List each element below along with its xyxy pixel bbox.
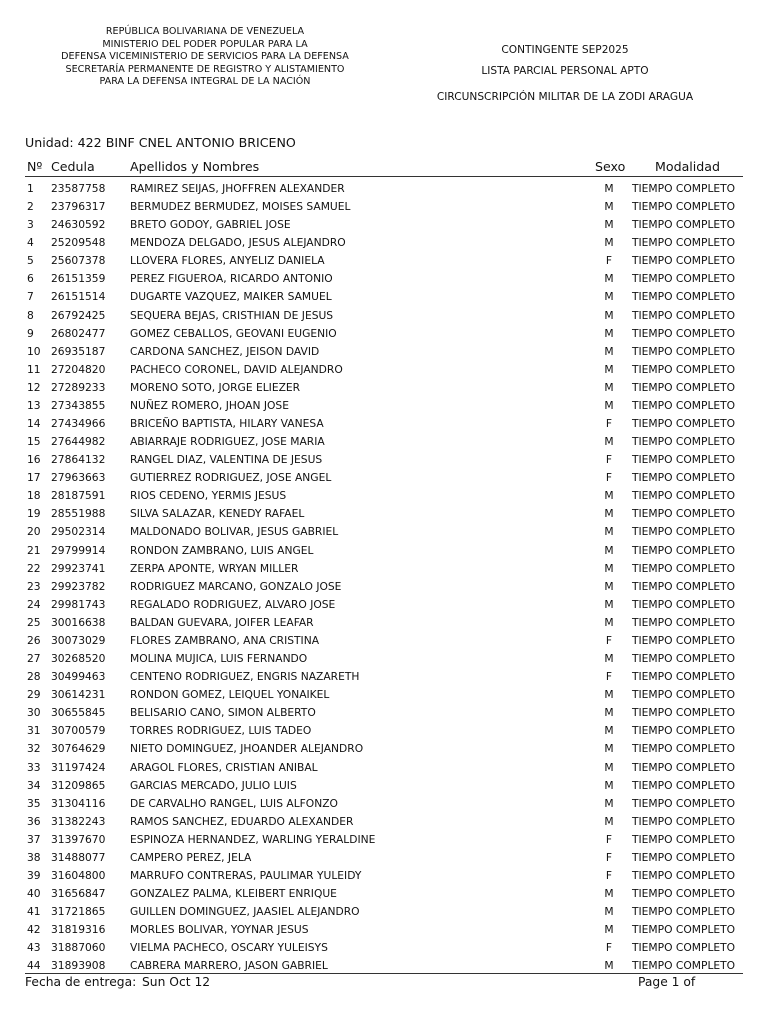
table-row	[0, 434, 768, 452]
table-row	[0, 289, 768, 307]
row-name: CARDONA SANCHEZ, JEISON DAVID	[130, 344, 320, 358]
table-row	[0, 488, 768, 506]
row-sex: M	[604, 796, 614, 810]
row-cedula: 30614231	[51, 688, 106, 702]
row-name: RIOS CEDENO, YERMIS JESUS	[130, 489, 287, 503]
row-sex: M	[604, 489, 614, 503]
row-modality: TIEMPO COMPLETO	[632, 850, 736, 864]
header-line: MINISTERIO DEL PODER POPULAR PARA LA	[102, 38, 308, 50]
row-number: 1	[27, 182, 34, 195]
row-modality: TIEMPO COMPLETO	[632, 272, 736, 286]
row-name: MARRUFO CONTRERAS, PAULIMAR YULEIDY	[130, 868, 362, 882]
row-name: GUTIERREZ RODRIGUEZ, JOSE ANGEL	[130, 471, 332, 485]
row-number: 16	[27, 453, 41, 467]
row-cedula: 24630592	[51, 218, 106, 232]
row-sex: M	[604, 760, 614, 774]
row-number: 20	[27, 525, 41, 539]
row-sex: M	[604, 326, 614, 340]
row-modality: TIEMPO COMPLETO	[632, 380, 736, 394]
row-cedula: 31656847	[51, 887, 106, 901]
row-modality: TIEMPO COMPLETO	[632, 652, 736, 666]
row-modality: TIEMPO COMPLETO	[632, 417, 736, 431]
table-row	[0, 633, 768, 651]
row-modality: TIEMPO COMPLETO	[632, 543, 736, 557]
row-sex: M	[604, 579, 614, 593]
table-row	[0, 832, 768, 850]
table-row	[0, 886, 768, 904]
row-name: FLORES ZAMBRANO, ANA CRISTINA	[130, 633, 320, 647]
row-sex: F	[605, 850, 613, 864]
row-sex: M	[604, 905, 614, 919]
list-title: LISTA PARCIAL PERSONAL APTO	[481, 65, 649, 77]
row-name: CABRERA MARRERO, JASON GABRIEL	[130, 959, 328, 973]
row-cedula: 27204820	[51, 362, 106, 376]
row-number: 24	[27, 597, 41, 611]
row-number: 11	[27, 362, 41, 376]
row-number: 33	[27, 760, 41, 774]
row-number: 35	[27, 796, 41, 810]
row-cedula: 26935187	[51, 344, 106, 358]
row-cedula: 30073029	[51, 633, 106, 647]
row-number: 25	[27, 615, 41, 629]
row-sex: M	[604, 959, 614, 973]
row-sex: F	[605, 832, 613, 846]
table-row	[0, 398, 768, 416]
table-row	[0, 416, 768, 434]
row-number: 17	[27, 471, 41, 485]
header-line: REPÚBLICA BOLIVARIANA DE VENEZUELA	[105, 26, 305, 37]
row-sex: F	[605, 868, 613, 882]
row-cedula: 29981743	[51, 597, 106, 611]
table-row	[0, 506, 768, 524]
row-name: GUILLEN DOMINGUEZ, JAASIEL ALEJANDRO	[130, 905, 360, 919]
row-name: GOMEZ CEBALLOS, GEOVANI EUGENIO	[130, 326, 337, 340]
row-number: 31	[27, 724, 41, 738]
row-name: GARCIAS MERCADO, JULIO LUIS	[130, 778, 297, 792]
row-sex: M	[604, 200, 614, 214]
row-sex: F	[605, 453, 613, 467]
table-row	[0, 561, 768, 579]
row-modality: TIEMPO COMPLETO	[632, 742, 736, 756]
row-cedula: 27864132	[51, 453, 106, 467]
row-sex: M	[604, 362, 614, 376]
column-header-modality: Modalidad	[655, 159, 720, 174]
row-sex: M	[604, 724, 614, 738]
row-name: MOLINA MUJICA, LUIS FERNANDO	[130, 652, 308, 666]
table-row	[0, 253, 768, 271]
row-number: 29	[27, 688, 41, 702]
row-number: 26	[27, 633, 41, 647]
row-cedula: 31893908	[51, 959, 106, 973]
table-row	[0, 687, 768, 705]
row-cedula: 31197424	[51, 760, 106, 774]
row-sex: M	[604, 308, 614, 322]
row-cedula: 27963663	[51, 471, 106, 485]
row-modality: TIEMPO COMPLETO	[632, 507, 736, 521]
row-sex: F	[605, 417, 613, 431]
table-row	[0, 922, 768, 940]
table-row	[0, 597, 768, 615]
table-row	[0, 217, 768, 235]
row-cedula: 31304116	[51, 796, 106, 810]
table-row	[0, 344, 768, 362]
row-modality: TIEMPO COMPLETO	[632, 796, 736, 810]
row-modality: TIEMPO COMPLETO	[632, 778, 736, 792]
row-name: MENDOZA DELGADO, JESUS ALEJANDRO	[130, 236, 346, 250]
circumscription-title: CIRCUNSCRIPCIÓN MILITAR DE LA ZODI ARAGUA	[436, 91, 694, 103]
row-sex: M	[604, 236, 614, 250]
row-cedula: 28551988	[51, 507, 106, 521]
personnel-table	[0, 181, 768, 976]
footer-divider	[25, 973, 743, 974]
row-number: 18	[27, 489, 41, 503]
row-modality: TIEMPO COMPLETO	[632, 308, 736, 322]
row-number: 12	[27, 380, 41, 394]
row-cedula: 29923741	[51, 561, 106, 575]
row-modality: TIEMPO COMPLETO	[632, 254, 736, 268]
page-indicator: Page 1 of	[638, 975, 696, 989]
row-name: RANGEL DIAZ, VALENTINA DE JESUS	[130, 453, 323, 467]
row-cedula: 27644982	[51, 435, 106, 449]
table-row	[0, 850, 768, 868]
row-number: 27	[27, 652, 41, 666]
row-cedula: 30016638	[51, 615, 106, 629]
row-modality: TIEMPO COMPLETO	[632, 344, 736, 358]
row-modality: TIEMPO COMPLETO	[632, 688, 736, 702]
row-name: MORENO SOTO, JORGE ELIEZER	[130, 380, 301, 394]
row-number: 40	[27, 887, 41, 901]
row-cedula: 26151359	[51, 272, 106, 286]
column-header-num: Nº	[27, 159, 43, 174]
row-sex: M	[604, 543, 614, 557]
row-sex: M	[604, 814, 614, 828]
table-row	[0, 669, 768, 687]
table-row	[0, 796, 768, 814]
row-cedula: 27289233	[51, 380, 106, 394]
row-number: 5	[27, 254, 34, 268]
row-number: 44	[27, 959, 41, 973]
row-number: 32	[27, 742, 41, 756]
row-sex: M	[604, 435, 614, 449]
row-sex: M	[604, 380, 614, 394]
row-modality: TIEMPO COMPLETO	[632, 236, 736, 250]
row-number: 2	[27, 200, 34, 214]
row-cedula: 30700579	[51, 724, 106, 738]
table-row	[0, 235, 768, 253]
row-number: 38	[27, 850, 41, 864]
row-number: 28	[27, 670, 41, 684]
column-header-sex: Sexo	[595, 159, 626, 174]
row-sex: M	[604, 887, 614, 901]
row-cedula: 23587758	[51, 182, 106, 195]
contingent-title: CONTINGENTE SEP2025	[501, 44, 629, 56]
row-modality: TIEMPO COMPLETO	[632, 218, 736, 232]
row-modality: TIEMPO COMPLETO	[632, 959, 736, 973]
column-header-cedula: Cedula	[51, 159, 95, 174]
header-line: DEFENSA VICEMINISTERIO DE SERVICIOS PARA LA DEFENSA	[61, 51, 349, 63]
row-modality: TIEMPO COMPLETO	[632, 471, 736, 485]
row-cedula: 27434966	[51, 417, 106, 431]
table-row	[0, 868, 768, 886]
row-cedula: 30655845	[51, 706, 106, 720]
row-modality: TIEMPO COMPLETO	[632, 326, 736, 340]
table-row	[0, 904, 768, 922]
row-number: 30	[27, 706, 41, 720]
row-sex: M	[604, 597, 614, 611]
row-modality: TIEMPO COMPLETO	[632, 923, 736, 937]
row-cedula: 31721865	[51, 905, 106, 919]
row-modality: TIEMPO COMPLETO	[632, 832, 736, 846]
row-name: BALDAN GUEVARA, JOIFER LEAFAR	[130, 615, 314, 629]
row-modality: TIEMPO COMPLETO	[632, 905, 736, 919]
table-row	[0, 380, 768, 398]
table-row	[0, 705, 768, 723]
header-divider	[25, 176, 743, 177]
column-header-name: Apellidos y Nombres	[130, 159, 260, 174]
row-modality: TIEMPO COMPLETO	[632, 615, 736, 629]
row-modality: TIEMPO COMPLETO	[632, 760, 736, 774]
row-sex: M	[604, 706, 614, 720]
row-number: 37	[27, 832, 41, 846]
row-sex: M	[604, 652, 614, 666]
row-name: BELISARIO CANO, SIMON ALBERTO	[130, 706, 316, 720]
table-row	[0, 651, 768, 669]
row-name: RONDON GOMEZ, LEIQUEL YONAIKEL	[130, 688, 330, 702]
row-cedula: 31819316	[51, 923, 106, 937]
row-name: SILVA SALAZAR, KENEDY RAFAEL	[130, 507, 305, 521]
row-cedula: 29502314	[51, 525, 106, 539]
row-sex: M	[604, 525, 614, 539]
row-sex: M	[604, 272, 614, 286]
row-name: PEREZ FIGUEROA, RICARDO ANTONIO	[130, 272, 333, 286]
row-cedula: 31887060	[51, 941, 106, 955]
row-name: SEQUERA BEJAS, CRISTHIAN DE JESUS	[130, 308, 334, 322]
row-modality: TIEMPO COMPLETO	[632, 887, 736, 901]
row-cedula: 31382243	[51, 814, 106, 828]
table-row	[0, 308, 768, 326]
row-cedula: 25607378	[51, 254, 106, 268]
institution-header	[50, 26, 360, 89]
row-cedula: 23796317	[51, 200, 106, 214]
row-sex: M	[604, 218, 614, 232]
row-sex: M	[604, 507, 614, 521]
row-number: 15	[27, 435, 41, 449]
row-name: LLOVERA FLORES, ANYELIZ DANIELA	[130, 254, 325, 268]
row-modality: TIEMPO COMPLETO	[632, 868, 736, 882]
row-name: ESPINOZA HERNANDEZ, WARLING YERALDINE	[130, 832, 376, 846]
row-name: ABIARRAJE RODRIGUEZ, JOSE MARIA	[130, 435, 325, 449]
row-sex: M	[604, 742, 614, 756]
row-name: NUÑEZ ROMERO, JHOAN JOSE	[130, 398, 289, 412]
row-name: RODRIGUEZ MARCANO, GONZALO JOSE	[130, 579, 342, 593]
row-modality: TIEMPO COMPLETO	[632, 561, 736, 575]
row-sex: M	[604, 778, 614, 792]
row-cedula: 31209865	[51, 778, 106, 792]
row-name: CENTENO RODRIGUEZ, ENGRIS NAZARETH	[130, 670, 360, 684]
row-name: MALDONADO BOLIVAR, JESUS GABRIEL	[130, 525, 339, 539]
row-sex: M	[604, 344, 614, 358]
table-row	[0, 470, 768, 488]
row-modality: TIEMPO COMPLETO	[632, 814, 736, 828]
row-name: VIELMA PACHECO, OSCARY YULEISYS	[130, 941, 328, 955]
row-name: CAMPERO PEREZ, JELA	[130, 850, 252, 864]
table-row	[0, 814, 768, 832]
row-number: 13	[27, 398, 41, 412]
row-cedula: 29923782	[51, 579, 106, 593]
row-number: 4	[27, 236, 34, 250]
delivery-date-label: Fecha de entrega:	[25, 975, 137, 989]
row-cedula: 26151514	[51, 290, 106, 304]
row-cedula: 26792425	[51, 308, 106, 322]
row-modality: TIEMPO COMPLETO	[632, 724, 736, 738]
row-modality: TIEMPO COMPLETO	[632, 579, 736, 593]
table-row	[0, 199, 768, 217]
table-row	[0, 579, 768, 597]
header-line: PARA LA DEFENSA INTEGRAL DE LA NACIÓN	[99, 76, 311, 88]
row-modality: TIEMPO COMPLETO	[632, 182, 736, 195]
row-sex: F	[605, 254, 613, 268]
table-row	[0, 452, 768, 470]
row-sex: F	[605, 471, 613, 485]
row-sex: M	[604, 923, 614, 937]
row-cedula: 30268520	[51, 652, 106, 666]
row-sex: M	[604, 615, 614, 629]
row-sex: M	[604, 398, 614, 412]
row-modality: TIEMPO COMPLETO	[632, 453, 736, 467]
row-modality: TIEMPO COMPLETO	[632, 489, 736, 503]
row-number: 43	[27, 941, 41, 955]
row-cedula: 29799914	[51, 543, 106, 557]
row-sex: M	[604, 290, 614, 304]
table-row	[0, 615, 768, 633]
row-number: 3	[27, 218, 34, 232]
row-sex: M	[604, 688, 614, 702]
row-number: 39	[27, 868, 41, 882]
table-row	[0, 778, 768, 796]
row-modality: TIEMPO COMPLETO	[632, 290, 736, 304]
table-row	[0, 723, 768, 741]
row-name: RONDON ZAMBRANO, LUIS ANGEL	[130, 543, 314, 557]
row-name: RAMOS SANCHEZ, EDUARDO ALEXANDER	[130, 814, 354, 828]
delivery-date-value: Sun Oct 12	[142, 975, 211, 989]
table-row	[0, 524, 768, 542]
row-cedula: 27343855	[51, 398, 106, 412]
row-sex: M	[604, 182, 614, 195]
row-modality: TIEMPO COMPLETO	[632, 633, 736, 647]
row-cedula: 25209548	[51, 236, 106, 250]
row-number: 14	[27, 417, 41, 431]
row-cedula: 28187591	[51, 489, 106, 503]
row-number: 23	[27, 579, 41, 593]
row-name: BERMUDEZ BERMUDEZ, MOISES SAMUEL	[130, 200, 351, 214]
row-sex: M	[604, 561, 614, 575]
table-row	[0, 181, 768, 199]
table-row	[0, 362, 768, 380]
table-row	[0, 271, 768, 289]
row-modality: TIEMPO COMPLETO	[632, 670, 736, 684]
row-cedula: 31604800	[51, 868, 106, 882]
row-modality: TIEMPO COMPLETO	[632, 941, 736, 955]
row-modality: TIEMPO COMPLETO	[632, 362, 736, 376]
row-name: GONZALEZ PALMA, KLEIBERT ENRIQUE	[130, 887, 337, 901]
row-name: BRETO GODOY, GABRIEL JOSE	[130, 218, 291, 232]
row-name: ZERPA APONTE, WRYAN MILLER	[130, 561, 299, 575]
row-number: 34	[27, 778, 41, 792]
row-cedula: 30499463	[51, 670, 106, 684]
row-number: 21	[27, 543, 41, 557]
table-row	[0, 760, 768, 778]
row-number: 42	[27, 923, 41, 937]
row-name: DE CARVALHO RANGEL, LUIS ALFONZO	[130, 796, 338, 810]
row-name: BRICEÑO BAPTISTA, HILARY VANESA	[130, 417, 324, 431]
table-row	[0, 741, 768, 759]
row-name: TORRES RODRIGUEZ, LUIS TADEO	[130, 724, 312, 738]
row-cedula: 26802477	[51, 326, 106, 340]
row-modality: TIEMPO COMPLETO	[632, 435, 736, 449]
row-number: 6	[27, 272, 34, 286]
row-sex: F	[605, 670, 613, 684]
row-number: 8	[27, 308, 34, 322]
row-modality: TIEMPO COMPLETO	[632, 597, 736, 611]
row-name: REGALADO RODRIGUEZ, ALVARO JOSE	[130, 597, 336, 611]
row-name: MORLES BOLIVAR, YOYNAR JESUS	[130, 923, 309, 937]
row-sex: F	[605, 941, 613, 955]
row-name: ARAGOL FLORES, CRISTIAN ANIBAL	[130, 760, 318, 774]
row-name: RAMIREZ SEIJAS, JHOFFREN ALEXANDER	[130, 182, 345, 195]
row-name: NIETO DOMINGUEZ, JHOANDER ALEJANDRO	[130, 742, 364, 756]
row-name: PACHECO CORONEL, DAVID ALEJANDRO	[130, 362, 343, 376]
row-number: 36	[27, 814, 41, 828]
row-sex: F	[605, 633, 613, 647]
row-number: 9	[27, 326, 34, 340]
row-number: 10	[27, 344, 41, 358]
row-name: DUGARTE VAZQUEZ, MAIKER SAMUEL	[130, 290, 332, 304]
row-number: 7	[27, 290, 34, 304]
row-modality: TIEMPO COMPLETO	[632, 398, 736, 412]
row-modality: TIEMPO COMPLETO	[632, 525, 736, 539]
header-line: SECRETARÍA PERMANENTE DE REGISTRO Y ALISTAMIENTO	[65, 63, 345, 75]
table-row	[0, 326, 768, 344]
row-modality: TIEMPO COMPLETO	[632, 706, 736, 720]
table-row	[0, 543, 768, 561]
table-row	[0, 940, 768, 958]
unit-label: Unidad: 422 BINF CNEL ANTONIO BRICENO	[25, 135, 296, 150]
row-cedula: 31397670	[51, 832, 106, 846]
row-cedula: 30764629	[51, 742, 106, 756]
row-cedula: 31488077	[51, 850, 106, 864]
row-number: 41	[27, 905, 41, 919]
row-number: 22	[27, 561, 41, 575]
row-modality: TIEMPO COMPLETO	[632, 200, 736, 214]
row-number: 19	[27, 507, 41, 521]
